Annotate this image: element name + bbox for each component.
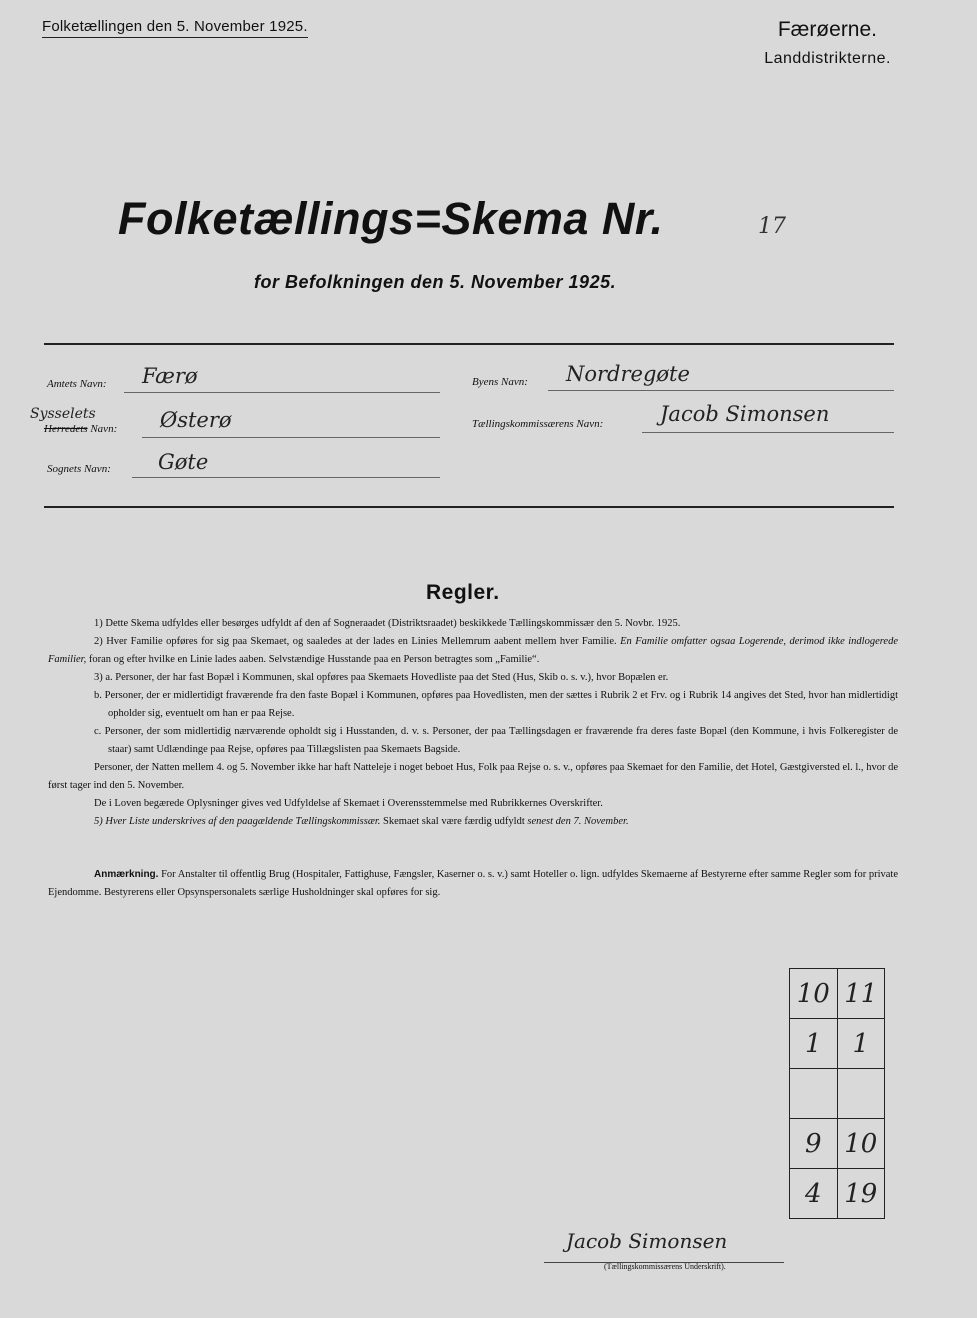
rule-2-text: 2) Hver Familie opføres for sig paa Skemaet, og saaledes at der lades en Linies Mellemrum aabent mellem hver Familie. (94, 636, 621, 647)
tally-cell (837, 1119, 885, 1169)
tally-value: 10 (844, 1128, 878, 1159)
commissioner-label: Tællingskommissærens Navn: (472, 418, 604, 430)
tally-cell (790, 1069, 838, 1119)
amt-underline (124, 392, 440, 393)
rule-4: De i Loven begærede Oplysninger gives ved Udfyldelse af Skemaet i Overensstemmelse med Rubrikkernes Overskrifter. (94, 798, 603, 809)
tally-value: 19 (844, 1178, 878, 1209)
tally-cell (790, 1119, 838, 1169)
rule-3d: Personer, der Natten mellem 4. og 5. November ikke har haft Natteleje i noget beboet Hus, Folk paa Rejse o. s. v., opføres paa Skemaet for den Familie, det Hotel, Gæstgiversted el. l., hvor de først tager ind den 5. November. (48, 762, 898, 791)
region-name: Færøerne. (777, 18, 877, 41)
rule-1: 1) Dette Skema udfyldes eller besørges udfyldt af den af Sogneraadet (Distriktsraadet) beskikkede Tællingskommissær den 5. Novbr. 1925. (94, 618, 681, 629)
rule-2 (48, 633, 898, 669)
tally-value: 9 (804, 1128, 822, 1159)
by-value: Nordregøte (566, 362, 690, 386)
herred-label-corrected: Sysselets (30, 406, 96, 422)
tally-row (790, 1069, 885, 1119)
commissioner-signature: Jacob Simonsen (566, 1229, 728, 1253)
herred-underline (142, 437, 440, 438)
tally-value: 1 (804, 1028, 822, 1059)
tally-row (790, 1119, 885, 1169)
district-name: Landdistrikterne. (764, 50, 891, 67)
census-date-line: Folketællingen den 5. November 1925. (42, 18, 308, 38)
rule-3a: 3) a. Personer, der har fast Bopæl i Kommunen, skal opføres paa Skemaets Hovedliste paa det Sted (Hus, Skib o. s. v.), hvor Bopælen er. (94, 672, 669, 683)
herred-value: Østerø (160, 408, 232, 432)
tally-row (790, 1169, 885, 1219)
rules-heading: Regler. (426, 581, 500, 604)
tally-row (790, 969, 885, 1019)
commissioner-underline (642, 432, 894, 433)
rule-5-text: Skemaet skal være færdig udfyldt (380, 816, 528, 827)
tally-cell (790, 969, 838, 1019)
commissioner-value: Jacob Simonsen (660, 402, 830, 426)
note-label: Anmærkning. (94, 869, 159, 880)
rule-2-emphasis: En Familie omfatter ogsaa Logerende, derimod ikke indlogerede Familier, (48, 636, 899, 665)
rule-5-deadline: senest den 7. November. (527, 816, 629, 827)
signature-caption: (Tællingskommissærens Underskrift). (604, 1262, 726, 1271)
note-paragraph (48, 866, 898, 902)
tally-value: 1 (852, 1028, 870, 1059)
note-text: For Anstalter til offentlig Brug (Hospitaler, Fattighuse, Fængsler, Kaserner o. s. v.) samt Hoteller o. lign. udfyldes Skemaerne af Bestyrerne efter samme Regler som for private Ejendomme. Bestyrerens eller Opsynspersonalets særlige Husholdninger skal opføres for sig. (48, 869, 898, 898)
tally-cell (837, 1169, 885, 1219)
tally-cell (790, 1019, 838, 1069)
sogn-label: Sognets Navn: (47, 463, 111, 475)
tally-cell (837, 969, 885, 1019)
herred-label-struck: Herredets (44, 423, 88, 435)
rule-3b: b. Personer, der er midlertidigt fraværende fra den faste Bopæl i Kommunen, opføres paa Hovedlisten, men der sættes i Rubrik 2 et Frv. og i Rubrik 14 angives det Sted, hvor han midlertidigt opholder sig, eventuelt om han er paa Rejse. (94, 690, 898, 719)
sogn-underline (132, 477, 440, 478)
tally-grid (789, 968, 885, 1209)
tally-value: 10 (796, 978, 830, 1009)
rules-list (48, 615, 898, 831)
by-label: Byens Navn: (472, 376, 528, 388)
amt-label: Amtets Navn: (47, 378, 107, 390)
tally-value: 4 (804, 1178, 822, 1209)
sogn-value: Gøte (158, 450, 209, 474)
tally-value: 11 (844, 978, 878, 1009)
rule-2-continued: foran og efter hvilke en Linie lades aaben. Selvstændige Husstande paa en Person betragtes som „Familie“. (86, 654, 540, 665)
rule-3c: c. Personer, der som midlertidig nærværende opholdt sig i Husstanden, d. v. s. Personer, der paa Tællingsdagen er fraværende fra deres faste Bopæl (den Kommune, i hvis Folkeregister de staar) samt Udlændinge paa Rejse, opføres paa Tillægslisten paa Skemaets Bagside. (94, 726, 898, 755)
rule-5-emphasis: 5) Hver Liste underskrives af den paagældende Tællingskommissær. (94, 816, 381, 827)
herred-label (44, 423, 117, 435)
tally-cell (837, 1069, 885, 1119)
rule-5 (48, 813, 898, 831)
tally-cell (837, 1019, 885, 1069)
form-title: Folketællings=Skema Nr. (118, 193, 664, 244)
tally-row (790, 1019, 885, 1069)
tally-cell (790, 1169, 838, 1219)
herred-label-suffix: Navn: (90, 423, 118, 435)
amt-value: Færø (142, 364, 198, 388)
by-underline (548, 390, 894, 391)
form-number-handwritten: 17 (758, 214, 786, 239)
form-subtitle: for Befolkningen den 5. November 1925. (254, 272, 617, 292)
bottom-divider (44, 506, 894, 508)
top-divider (44, 343, 894, 345)
